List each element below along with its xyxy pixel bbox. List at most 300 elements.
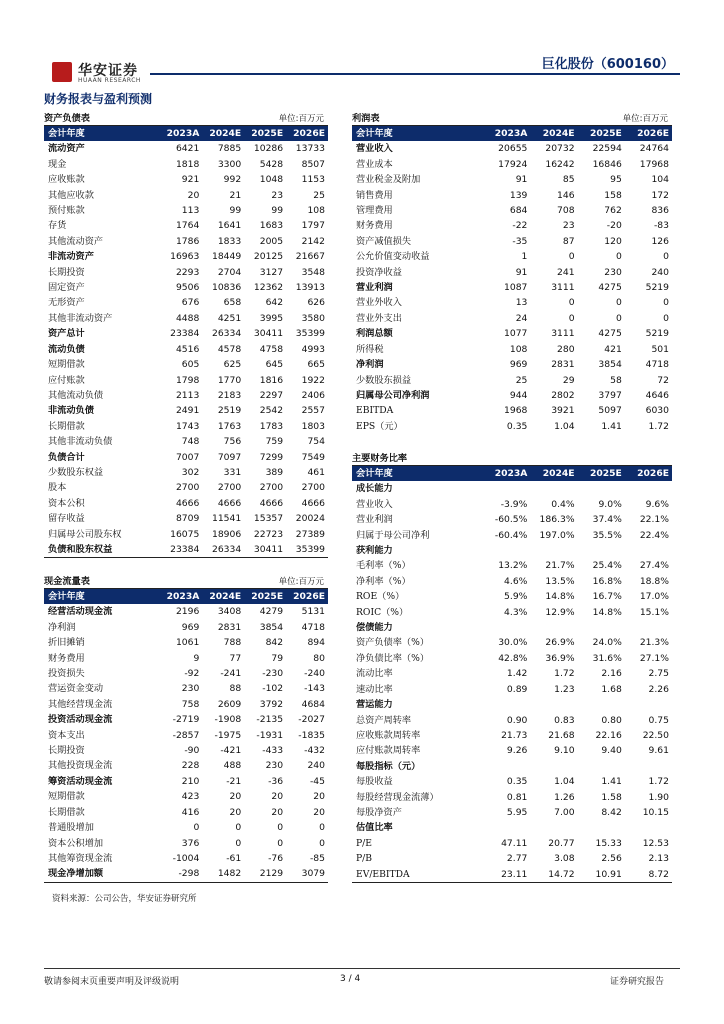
cell-value: 0.35 [506,420,528,432]
cell-value: -1004 [172,852,200,864]
table-row [44,388,328,403]
cell-value: 0 [277,837,284,849]
cell-value: 2700 [259,482,284,494]
cell-value: 30.0% [498,637,528,649]
table-row [352,605,672,620]
cell-value: 2129 [259,868,284,880]
cell-value: -432 [304,745,325,757]
cell-value: 708 [557,205,575,217]
table-row [44,188,328,203]
cell-value: 3111 [551,328,575,340]
cell-value: -2857 [172,729,200,741]
cell-value: 18.8% [639,575,669,587]
row-label: 营业税金及附加 [356,174,421,186]
cell-value: 0 [663,251,669,263]
cell-value: -3.9% [500,498,528,510]
row-label: 筹资活动现金流 [48,775,113,787]
row-label: 利润总额 [356,328,393,340]
row-label: 应付账款 [48,374,85,386]
cell-value: 676 [181,297,200,309]
cell-value: 158 [604,189,622,201]
cell-value: 25.4% [592,560,622,572]
row-label: 资产减值损失 [356,235,412,247]
cell-value: 3548 [301,266,325,278]
table-row [352,249,672,264]
cell-value: 3408 [217,606,242,618]
cell-value: 0 [663,297,669,309]
cell-value: 9.40 [601,745,622,757]
cell-value: 5097 [598,405,622,417]
row-label: P/E [356,837,372,849]
cashflow-header [44,575,328,589]
cell-value: 197.0% [539,529,575,541]
cell-value: 47.11 [501,837,528,849]
cell-value: 1.90 [648,791,669,803]
cell-value: 762 [604,205,622,217]
cell-value: 6030 [645,405,669,417]
cell-value: 3111 [551,282,575,294]
cell-value: 754 [307,436,325,448]
table-row [352,528,672,543]
cell-value: 18906 [211,528,242,540]
row-label: EV/EBITDA [356,868,410,880]
cell-value: 0 [663,312,669,324]
cell-value: 1816 [259,374,284,386]
cell-value: 16846 [592,158,622,170]
cell-value: 35.5% [592,529,622,541]
cell-value: 12.9% [545,606,575,618]
cell-value: -1931 [256,729,284,741]
cell-value: 20024 [295,513,325,525]
cell-value: 24 [515,312,528,324]
table-row [44,635,328,650]
cell-value: 22594 [592,143,622,155]
cell-value [578,697,625,712]
row-label: 每股净资产 [356,806,402,818]
cell-value: 4516 [175,343,200,355]
cell-value: 99 [271,205,284,217]
cell-value: 3854 [259,621,284,633]
column-header-2026e: 2026E [625,466,672,481]
cell-value [625,543,672,558]
column-header-year: 会计年度 [44,589,160,604]
cell-value: 992 [223,174,242,186]
table-row [44,866,328,882]
row-label: 估值比率 [356,822,393,834]
cell-value: 113 [181,205,200,217]
cell-value: 12362 [253,282,284,294]
cell-value: 3854 [598,359,622,371]
cell-value: 4279 [259,606,284,618]
row-label: 留存收益 [48,513,85,525]
brand-name-en: HUAAN RESEARCH [78,77,141,84]
cell-value: 2557 [301,405,325,417]
cell-value: 13.5% [545,575,575,587]
table-row [44,758,328,773]
cell-value: 26.9% [545,637,575,649]
row-label: EBITDA [356,405,394,417]
cell-value: 20 [271,806,284,818]
cell-value: 4275 [598,282,622,294]
cell-value: 21.68 [548,729,575,741]
row-label: 营业利润 [356,514,393,526]
cell-value: 4684 [301,698,325,710]
table-row [352,203,672,218]
cell-value: 4666 [259,497,284,509]
cell-value: -45 [309,775,325,787]
cell-value: 42.8% [498,652,528,664]
row-label: 资产负债率（%） [356,637,430,649]
column-header-2025e: 2025E [244,589,286,604]
cell-value: 13 [515,297,528,309]
cell-value: -143 [304,683,325,695]
row-label: 归属于母公司净利 [356,529,430,541]
column-header-2023a: 2023A [160,126,202,141]
table-row [44,311,328,326]
cell-value: 26334 [211,328,242,340]
row-label: 其他投资现金流 [48,760,113,772]
cell-value: -1975 [214,729,242,741]
column-header-2026e: 2026E [286,589,328,604]
row-label: 净利润 [356,359,384,371]
cell-value: 240 [307,760,325,772]
column-header-2024e: 2024E [530,466,577,481]
cell-value: 0.83 [554,714,575,726]
cell-value: 0 [568,297,575,309]
row-label: 其他流动资产 [48,235,104,247]
row-label: 投资活动现金流 [48,714,113,726]
cell-value: 1.72 [554,668,575,680]
cell-value: 11541 [211,513,242,525]
brand-logo-icon [52,62,72,82]
row-label: 现金净增加额 [48,868,104,880]
cell-value: 2.77 [506,853,528,865]
cell-value [625,481,672,496]
ratios-title: 主要财务比率 [352,453,408,464]
cell-value: 13733 [295,143,325,155]
row-label: 每股指标（元） [356,760,421,772]
cell-value: 16242 [545,158,575,170]
cell-value: 29 [562,374,575,386]
row-label: 营运能力 [356,699,393,711]
cell-value: 4.3% [504,606,528,618]
balance-sheet-title: 资产负债表 [44,113,90,124]
table-row [44,743,328,758]
cell-value: -2135 [256,714,284,726]
table-row [44,234,328,249]
row-label: 公允价值变动收益 [356,251,430,263]
cell-value: 759 [265,436,284,448]
cell-value: 1786 [175,235,200,247]
cell-value [625,759,672,774]
cell-value: 3921 [551,405,575,417]
page-title: 财务报表与盈利预测 [44,92,153,106]
cell-value: 20.77 [548,837,575,849]
cell-value: 4993 [301,343,325,355]
cell-value: 25 [313,189,325,201]
cell-value: -76 [268,852,284,864]
cell-value: -298 [178,868,200,880]
row-label: 每股收益 [356,776,393,788]
cell-value: 21.3% [639,637,669,649]
table-row [352,574,672,589]
cell-value: -90 [184,745,200,757]
row-label: 长期借款 [48,420,85,432]
cell-value: 30411 [253,543,284,555]
cell-value: 10.15 [642,806,669,818]
cashflow-statement [44,575,328,883]
cell-value: 0 [319,837,325,849]
cell-value: 1.04 [554,420,575,432]
table-row [352,419,672,434]
cell-value [530,759,577,774]
row-label: 营业成本 [356,158,393,170]
cell-value: 20 [229,791,242,803]
cell-value: 10286 [253,143,284,155]
cell-value: 1683 [259,220,284,232]
row-label: 存货 [48,220,67,232]
column-header-2023a: 2023A [483,466,530,481]
cell-value: 756 [223,436,242,448]
table-row [352,234,672,249]
table-row [352,388,672,403]
cell-value: 1.04 [554,776,575,788]
cell-value: 14.8% [592,606,622,618]
cell-value: 1797 [301,220,325,232]
table-row [44,789,328,804]
cell-value: 139 [509,189,528,201]
cell-value: -230 [262,668,284,680]
table-row [352,851,672,866]
cell-value: 416 [181,806,200,818]
table-row [44,681,328,696]
cell-value: 24764 [639,143,669,155]
cell-value: 4666 [217,497,242,509]
cell-value: 240 [651,266,669,278]
cell-value: 1803 [301,420,325,432]
table-row [352,403,672,418]
cell-value: 423 [181,791,200,803]
cell-value: 126 [651,235,669,247]
cell-value: 1482 [217,868,242,880]
cell-value: 4488 [175,312,200,324]
column-header-year: 会计年度 [352,466,483,481]
column-header-2026e: 2026E [286,126,328,141]
cell-value: 1077 [504,328,528,340]
cell-value [483,697,530,712]
cell-value [625,620,672,635]
table-row [352,635,672,650]
cell-value: 4251 [217,312,242,324]
page-number: 3 / 4 [340,974,361,984]
cell-value: -433 [262,745,284,757]
cell-value [578,820,625,835]
cell-value: 3995 [259,312,284,324]
cell-value: 230 [181,683,200,695]
cell-value: 389 [265,466,284,478]
row-label: 净利润 [48,621,76,633]
cell-value: 0 [568,312,575,324]
table-row [44,666,328,681]
cell-value: 3127 [259,266,284,278]
cell-value: 461 [307,466,325,478]
table-row [352,373,672,388]
row-label: 其他经营现金流 [48,698,113,710]
column-header-year: 会计年度 [352,126,483,141]
cell-value: 0 [193,822,200,834]
income-statement [352,112,672,434]
cell-value: 22.4% [639,529,669,541]
row-label: 非流动负债 [48,405,94,417]
cell-value: 626 [307,297,325,309]
table-row [44,774,328,789]
row-label: 投资损失 [48,668,85,680]
cell-value: 27389 [295,528,325,540]
row-label: 其他筹资现金流 [48,852,113,864]
table-row [352,172,672,187]
cell-value: 26334 [211,543,242,555]
row-label: 归属母公司股东权 [48,528,122,540]
table-row [44,480,328,495]
cell-value: 2.26 [648,683,669,695]
table-row [44,620,328,635]
cell-value: -21 [226,775,242,787]
cell-value: 58 [610,374,622,386]
cell-value: 4.6% [504,575,528,587]
cell-value: 16963 [170,251,200,263]
row-label: 归属母公司净利润 [356,389,430,401]
table-row [352,666,672,681]
cell-value: 3792 [259,698,284,710]
cell-value: 0.80 [601,714,622,726]
cell-value: 4718 [645,359,669,371]
table-row [44,450,328,465]
cell-value: 1763 [217,420,242,432]
cell-value: 645 [265,359,284,371]
table-row [44,820,328,835]
row-label: 无形资产 [48,297,85,309]
row-label: 投资净收益 [356,266,402,278]
table-row [352,280,672,295]
cell-value: 186.3% [539,514,575,526]
cell-value: 79 [271,652,284,664]
table-row [44,265,328,280]
balance-sheet-unit: 单位:百万元 [278,114,324,124]
row-label: 少数股东损益 [356,374,412,386]
cell-value [530,620,577,635]
cell-value: 0.75 [648,714,669,726]
cell-value: 10.91 [595,868,622,880]
cell-value: 7007 [175,451,200,463]
cell-value: 21.73 [501,729,528,741]
cashflow-title: 现金流量表 [44,576,90,587]
table-row [352,512,672,527]
cell-value: 9506 [175,282,200,294]
cell-value: 2542 [259,405,284,417]
cell-value: 2113 [175,389,200,401]
cell-value: 24.0% [592,637,622,649]
cell-value: 85 [562,174,575,186]
cell-value: 20732 [545,143,575,155]
cell-value: 99 [229,205,242,217]
cell-value: 80 [313,652,325,664]
cell-value: 5131 [301,606,325,618]
cell-value: 20 [187,189,200,201]
row-label: 股本 [48,482,67,494]
row-label: 管理费用 [356,205,393,217]
cell-value: 0.35 [506,776,528,788]
table-row [352,743,672,758]
table-row [352,728,672,743]
cell-value: 1048 [259,174,284,186]
table-row [352,481,672,496]
cell-value: 30411 [253,328,284,340]
cell-value: 14.72 [548,868,575,880]
cell-value: 2491 [175,405,200,417]
cell-value: 1.26 [554,791,575,803]
cell-value: 1.41 [601,420,622,432]
row-label: 现金 [48,158,67,170]
cell-value: 665 [307,359,325,371]
cell-value: -35 [512,235,528,247]
cell-value: 35399 [295,328,325,340]
cell-value: 15.33 [595,837,622,849]
cell-value: 2700 [217,482,242,494]
cell-value: 16.8% [592,575,622,587]
cell-value: 3580 [301,312,325,324]
table-row [44,434,328,449]
cell-value: 0 [615,312,622,324]
cell-value: -22 [512,220,528,232]
row-label: 负债和股东权益 [48,543,113,555]
cell-value: 8507 [301,158,325,170]
table-row [44,141,328,156]
row-label: 速动比率 [356,683,393,695]
cell-value: 23 [271,189,284,201]
cell-value: 9.10 [554,745,575,757]
cell-value: 22.1% [639,514,669,526]
cell-value: -102 [262,683,284,695]
cell-value: 8.72 [648,868,669,880]
table-row [44,280,328,295]
table-row [44,357,328,372]
cell-value: 302 [181,466,200,478]
cell-value: -83 [653,220,669,232]
cell-value: 25 [515,374,528,386]
row-label: 流动资产 [48,143,85,155]
row-label: 应收账款 [48,174,85,186]
cell-value: 9.0% [598,498,622,510]
cell-value: 36.9% [545,652,575,664]
cell-value: 944 [509,389,528,401]
table-row [352,759,672,774]
cell-value: 2.16 [601,668,622,680]
row-label: 资本公积增加 [48,837,104,849]
cell-value: 758 [181,698,200,710]
cell-value: 230 [604,266,622,278]
row-label: 净负债比率（%） [356,652,430,664]
cell-value: 921 [181,174,200,186]
cell-value: 210 [181,775,200,787]
column-header-year: 会计年度 [44,126,160,141]
cell-value: 684 [509,205,528,217]
table-row [44,403,328,418]
table-row [352,497,672,512]
cell-value: 488 [223,760,242,772]
cell-value: 16.7% [592,591,622,603]
row-label: 每股经营现金流薄） [356,791,439,803]
table-row [44,157,328,172]
